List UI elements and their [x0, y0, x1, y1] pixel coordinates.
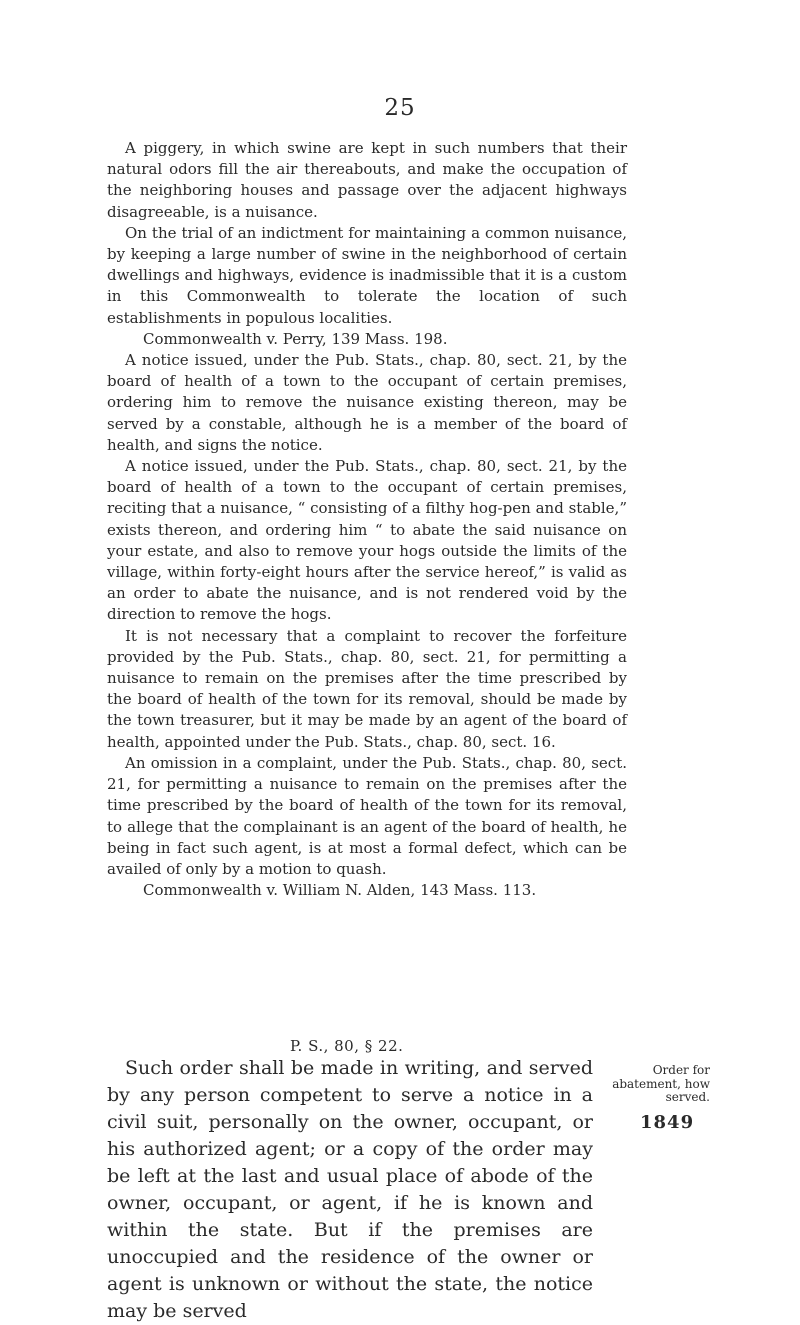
- annotation-paragraph: A notice issued, under the Pub. Stats., chap. 80, sect. 21, by the board of health of a town to the occupant of certain premises, ordering him to remove the nuisance existing thereon, may be served by a constable, although he is a member of the board of health, and signs the notice.: [107, 351, 627, 454]
- annotation-paragraph: On the trial of an indictment for maintaining a common nuisance, by keeping a large number of swine in the neighborhood of certain dwellings and highways, evidence is inadmissible that it is a custom in this Commonwealth to tolerate the location of such establishments in populous localities.: [107, 223, 627, 327]
- annotations-block: [107, 138, 627, 901]
- annotation-paragraph: An omission in a complaint, under the Pub. Stats., chap. 80, sect. 21, for permitting a nuisance to remain on the premises after the time prescribed by the board of health of the town for its removal, to allege that the complainant is an agent of the board of health, he being in fact such agent, is at most a formal defect, which can be availed of only by a motion to quash.: [107, 753, 627, 878]
- statute-reference: P. S., 80, § 22.: [290, 1037, 404, 1055]
- annotation-paragraph: A piggery, in which swine are kept in such numbers that their natural odors fill the air thereabouts, and make the occupation of the neighboring houses and passage over the adjacent highways disagreeable, is a nuisance.: [107, 139, 627, 221]
- annotation-paragraph: A notice issued, under the Pub. Stats., chap. 80, sect. 21, by the board of health of a town to the occupant of certain premises, reciting that a nuisance, “ consisting of a filthy hog-pen and stable,” exists thereon, and ordering him “ to abate the said nuisance on your estate, and also to remove your hogs outside the limits of the village, within forty-eight hours after the service hereof,” is valid as an order to abate the nuisance, and is not rendered void by the direction to remove the hogs.: [107, 457, 627, 624]
- margin-note: Order for abatement, how served.: [612, 1063, 710, 1104]
- page-number: 25: [384, 95, 416, 121]
- margin-year: 1849: [640, 1112, 695, 1133]
- statute-text: Such order shall be made in writing, and served by any person competent to serve a notice in a civil suit, personally on the owner, occupant, or his authorized agent; or a copy of the order may be left at the last and usual place of abode of the owner, occupant, or agent, if he is known and within the state. But if the premises are unoccupied and the residence of the owner or agent is unknown or without the state, the notice may be served: [107, 1057, 593, 1322]
- annotation-paragraph: It is not necessary that a complaint to recover the forfeiture provided by the Pub. Stats., chap. 80, sect. 21, for permitting a nuisance to remain on the premises after the time prescribed by the board of health of the town for its removal, should be made by the town treasurer, but it may be made by an agent of the board of health, appointed under the Pub. Stats., chap. 80, sect. 16.: [107, 626, 627, 751]
- case-citation: Commonwealth v. Perry, 139 Mass. 198.: [143, 329, 448, 348]
- case-citation: Commonwealth v. William N. Alden, 143 Mass. 113.: [143, 881, 537, 900]
